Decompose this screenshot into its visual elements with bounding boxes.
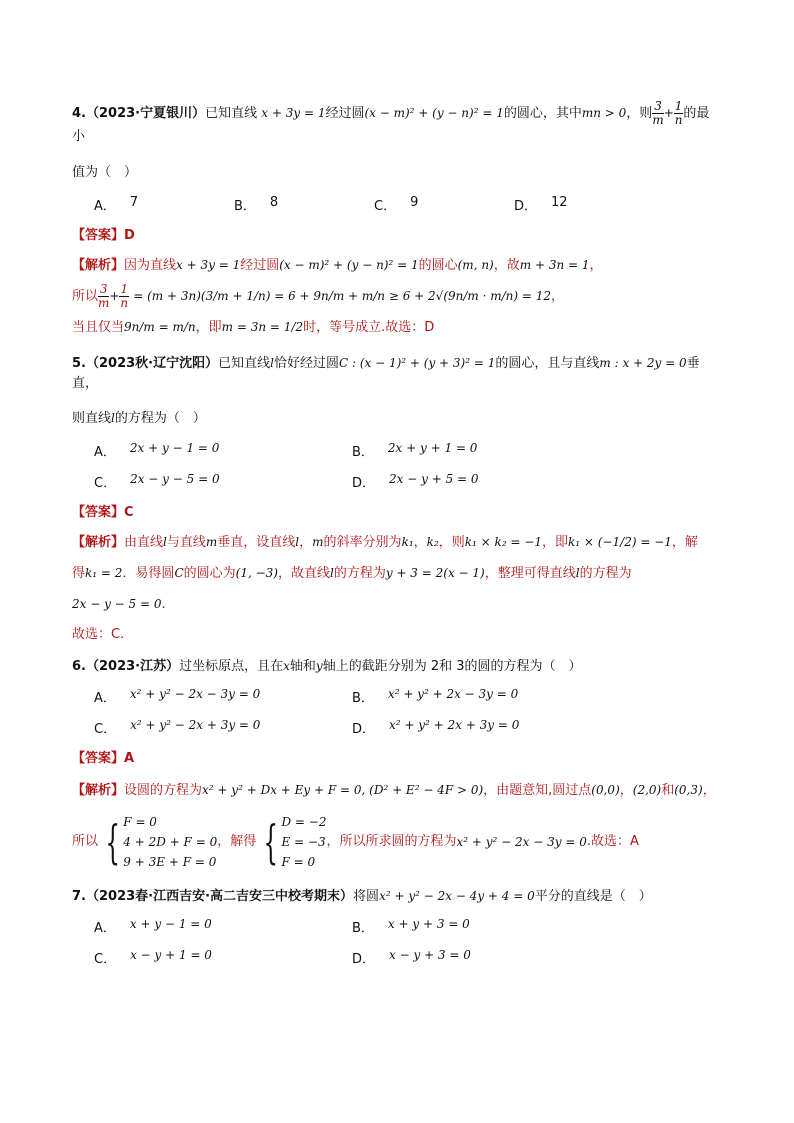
option-d[interactable]: D． 2x − y + 5 = 0	[352, 472, 479, 491]
question-6-answer: 【答案】A	[72, 751, 135, 766]
question-4-answer: 【答案】D	[72, 228, 135, 243]
fraction: $\frac{1}{n}$	[674, 99, 683, 127]
math-expr: x + 3y = 1	[261, 106, 326, 120]
question-7-stem: 7.（2023春·江西吉安·高二吉安三中校考期末）将圆x² + y² − 2x − 4y + 4 = 0平分的直线是（ ）	[72, 889, 652, 904]
fraction: $\frac{3}{m}$	[652, 99, 664, 127]
stem-text: 经过圆	[325, 106, 365, 121]
stem-text: 的圆心，其中	[503, 106, 582, 121]
question-number: 6.	[72, 659, 86, 674]
option-a[interactable]: A． x + y − 1 = 0	[94, 917, 212, 936]
question-7-options	[94, 917, 722, 967]
question-5-stem: 5.（2023秋·辽宁沈阳）已知直线l恰好经过圆C : (x − 1)² + (y + 3)² = 1的圆心，且与直线m : x + 2y = 0垂直，	[72, 356, 700, 391]
option-b[interactable]: B． 2x + y + 1 = 0	[352, 441, 478, 460]
question-5-analysis: 【解析】由直线l与直线m垂直，设直线l，m的斜率分别为k₁，k₂，则k₁ × k₂ = −1，即k₁ × (−1/2) = −1，解 得k₁ = 2．易得圆C的圆心为(1, −3)，故直线l的方程为y + 3 = 2(x − 1)，整理可得直线l的方程为 2x − y − 5 = 0. 故选：C.	[72, 535, 698, 642]
math-expr: +	[663, 106, 674, 120]
question-4-stem-line2: 值为（ ）	[72, 165, 138, 180]
worksheet-page	[72, 100, 722, 967]
option-c[interactable]: C． 2x − y − 5 = 0	[94, 472, 220, 491]
question-5-stem-line2: 则直线l的方程为（ ）	[72, 411, 206, 426]
math-expr: mn > 0	[581, 106, 627, 120]
option-c[interactable]: C． 9	[374, 195, 419, 214]
stem-text: 的最小	[72, 106, 710, 144]
question-6-options	[94, 687, 722, 737]
option-a[interactable]: A． 2x + y − 1 = 0	[94, 441, 220, 460]
question-source: （2023·宁夏银川）	[85, 106, 206, 121]
option-a[interactable]: A． 7	[94, 195, 139, 214]
question-4-stem	[72, 100, 722, 147]
question-number: 4.	[72, 106, 86, 121]
question-6-analysis: 【解析】设圆的方程为x² + y² + Dx + Ey + F = 0, (D² + E² − 4F > 0)，由题意知,圆过点(0,0)，(2,0)和(0,3)， 所以 { F = 0 4 + 2D + F = 0 9 + 3E + F = 0 ，解得 { D = −2 E = −3 F = 0 ，所以所求圆的方程为 x² + y² − 2x − 3y = 0 .故选： A	[72, 775, 722, 872]
equation-solution: { D = −2 E = −3 F = 0	[263, 815, 327, 869]
option-b[interactable]: B． x² + y² + 2x − 3y = 0	[352, 687, 519, 706]
question-4-analysis: 【解析】因为直线x + 3y = 1经过圆(x − m)² + (y − n)² = 1的圆心(m, n)，故m + 3n = 1， 所以 $\frac{3}{m}$ + $\frac{1}{n}$ = (m + 3n)(3/m + 1/n) = 6 + 9n/m + m/n ≥ 6 + 2√(9n/m · m/n) = 12， 当且仅当9n/m = m/n，即m = 3n = 1/2时，等号成立.故选：D	[72, 258, 603, 335]
question-5-options	[94, 441, 722, 491]
question-6-stem: 6.（2023·江苏）过坐标原点，且在x轴和y轴上的截距分别为 2和 3的圆的方程为（ ）	[72, 659, 582, 674]
question-5-answer: 【答案】C	[72, 505, 134, 520]
option-b[interactable]: B． 8	[234, 195, 279, 214]
option-d[interactable]: D． x − y + 3 = 0	[352, 948, 471, 967]
option-d[interactable]: D． 12	[514, 195, 568, 214]
equation-system: { F = 0 4 + 2D + F = 0 9 + 3E + F = 0	[105, 815, 218, 869]
math-expr: (x − m)² + (y − n)² = 1	[364, 106, 504, 120]
option-d[interactable]: D． x² + y² + 2x + 3y = 0	[352, 718, 520, 737]
stem-text: ，则	[626, 106, 653, 121]
option-b[interactable]: B． x + y + 3 = 0	[352, 917, 470, 936]
question-source: （2023秋·辽宁沈阳）	[85, 356, 219, 371]
question-4-options	[94, 195, 722, 214]
question-number: 7.	[72, 889, 86, 904]
option-a[interactable]: A． x² + y² − 2x − 3y = 0	[94, 687, 261, 706]
question-source: （2023春·江西吉安·高二吉安三中校考期末）	[85, 889, 354, 904]
option-c[interactable]: C． x² + y² − 2x + 3y = 0	[94, 718, 261, 737]
stem-text: 已知直线	[205, 106, 258, 121]
question-number: 5.	[72, 356, 86, 371]
option-c[interactable]: C． x − y + 1 = 0	[94, 948, 212, 967]
question-source: （2023·江苏）	[85, 659, 180, 674]
